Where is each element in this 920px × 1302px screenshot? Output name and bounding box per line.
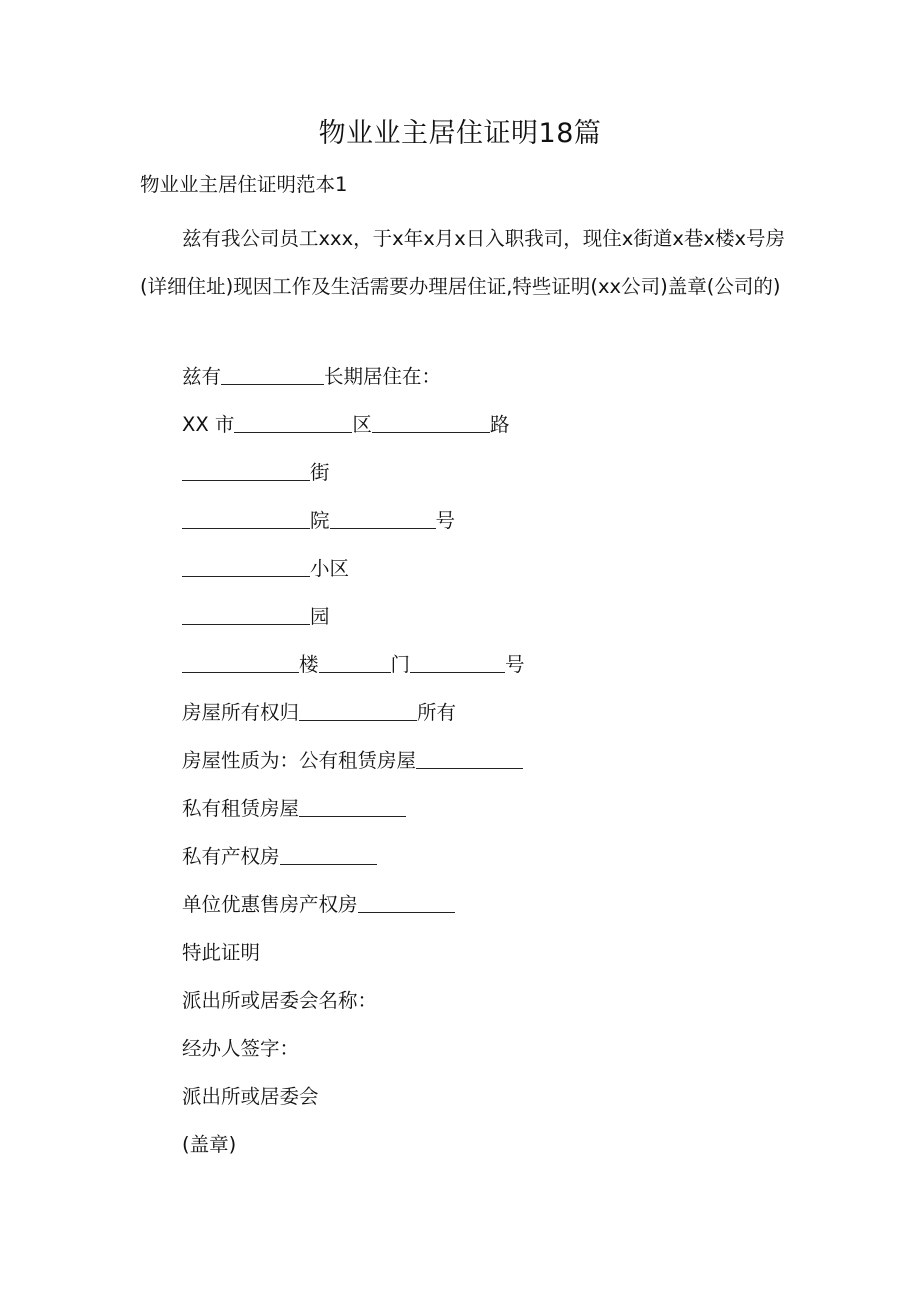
form-line-text: 经办人签字： xyxy=(182,1037,300,1060)
form-line xyxy=(182,359,802,407)
fill-in-blank xyxy=(182,554,310,577)
form-line-text: 小区 xyxy=(310,557,350,580)
fill-in-blank xyxy=(299,794,406,817)
document-title: 物业业主居住证明18篇 xyxy=(318,118,602,149)
fill-in-blank xyxy=(299,698,417,721)
form-line xyxy=(182,983,802,1031)
form-line-text: 房屋所有权归 xyxy=(182,701,300,724)
intro-paragraph: 兹有我公司员工xxx，于x年x月x日入职我司，现住x街道x巷x楼x号房(详细住址)现因工作及生活需要办理居住证,特些证明(xx公司)盖章(公司的) xyxy=(140,227,785,298)
fill-in-blank xyxy=(372,410,490,433)
form-line-text: 房屋性质为：公有租赁房屋 xyxy=(182,749,417,772)
fill-in-blank xyxy=(182,650,299,673)
form-line xyxy=(182,1127,802,1175)
fill-in-blank xyxy=(319,650,391,673)
form-line-text: 号 xyxy=(435,509,456,532)
fill-in-blank xyxy=(182,506,310,529)
form-line xyxy=(182,551,802,599)
certificate-form-lines xyxy=(182,359,802,1175)
form-line xyxy=(182,503,802,551)
form-line xyxy=(182,887,802,935)
fill-in-blank xyxy=(182,602,310,625)
form-line-text: XX 市 xyxy=(182,413,235,436)
form-line xyxy=(182,407,802,455)
section-heading: 物业业主居住证明范本1 xyxy=(140,173,348,196)
form-line-text: 长期居住在： xyxy=(324,365,442,388)
form-line xyxy=(182,647,802,695)
form-line xyxy=(182,1031,802,1079)
form-line-text: 街 xyxy=(310,461,330,484)
form-line xyxy=(182,743,802,791)
form-line-text: 派出所或居委会名称： xyxy=(182,989,378,1012)
form-line-text: 单位优惠售房产权房 xyxy=(182,893,358,916)
form-line-text: 特此证明 xyxy=(182,941,261,964)
form-line-text: 园 xyxy=(310,605,330,628)
form-line-text: 区 xyxy=(352,413,372,436)
form-line-text: 私有租赁房屋 xyxy=(182,797,300,820)
fill-in-blank xyxy=(416,746,523,769)
fill-in-blank xyxy=(234,410,352,433)
form-line xyxy=(182,935,802,983)
form-line xyxy=(182,791,802,839)
form-line xyxy=(182,455,802,503)
form-line-text: 所有 xyxy=(417,701,457,724)
form-line xyxy=(182,695,802,743)
form-line-text: 派出所或居委会 xyxy=(182,1085,319,1108)
form-line-text: 楼 xyxy=(299,653,319,676)
fill-in-blank xyxy=(358,890,455,913)
form-line-text: 门 xyxy=(390,653,411,676)
form-line-text: 号 xyxy=(505,653,525,676)
form-line-text: 路 xyxy=(489,413,510,436)
form-line-text: (盖章) xyxy=(182,1133,237,1156)
form-line xyxy=(182,839,802,887)
fill-in-blank xyxy=(280,842,377,865)
fill-in-blank xyxy=(221,362,324,385)
fill-in-blank xyxy=(410,650,505,673)
form-line xyxy=(182,599,802,647)
form-line-text: 兹有 xyxy=(182,365,222,388)
form-line-text: 院 xyxy=(310,509,330,532)
fill-in-blank xyxy=(330,506,436,529)
form-line-text: 私有产权房 xyxy=(182,845,280,868)
fill-in-blank xyxy=(182,458,310,481)
form-line xyxy=(182,1079,802,1127)
